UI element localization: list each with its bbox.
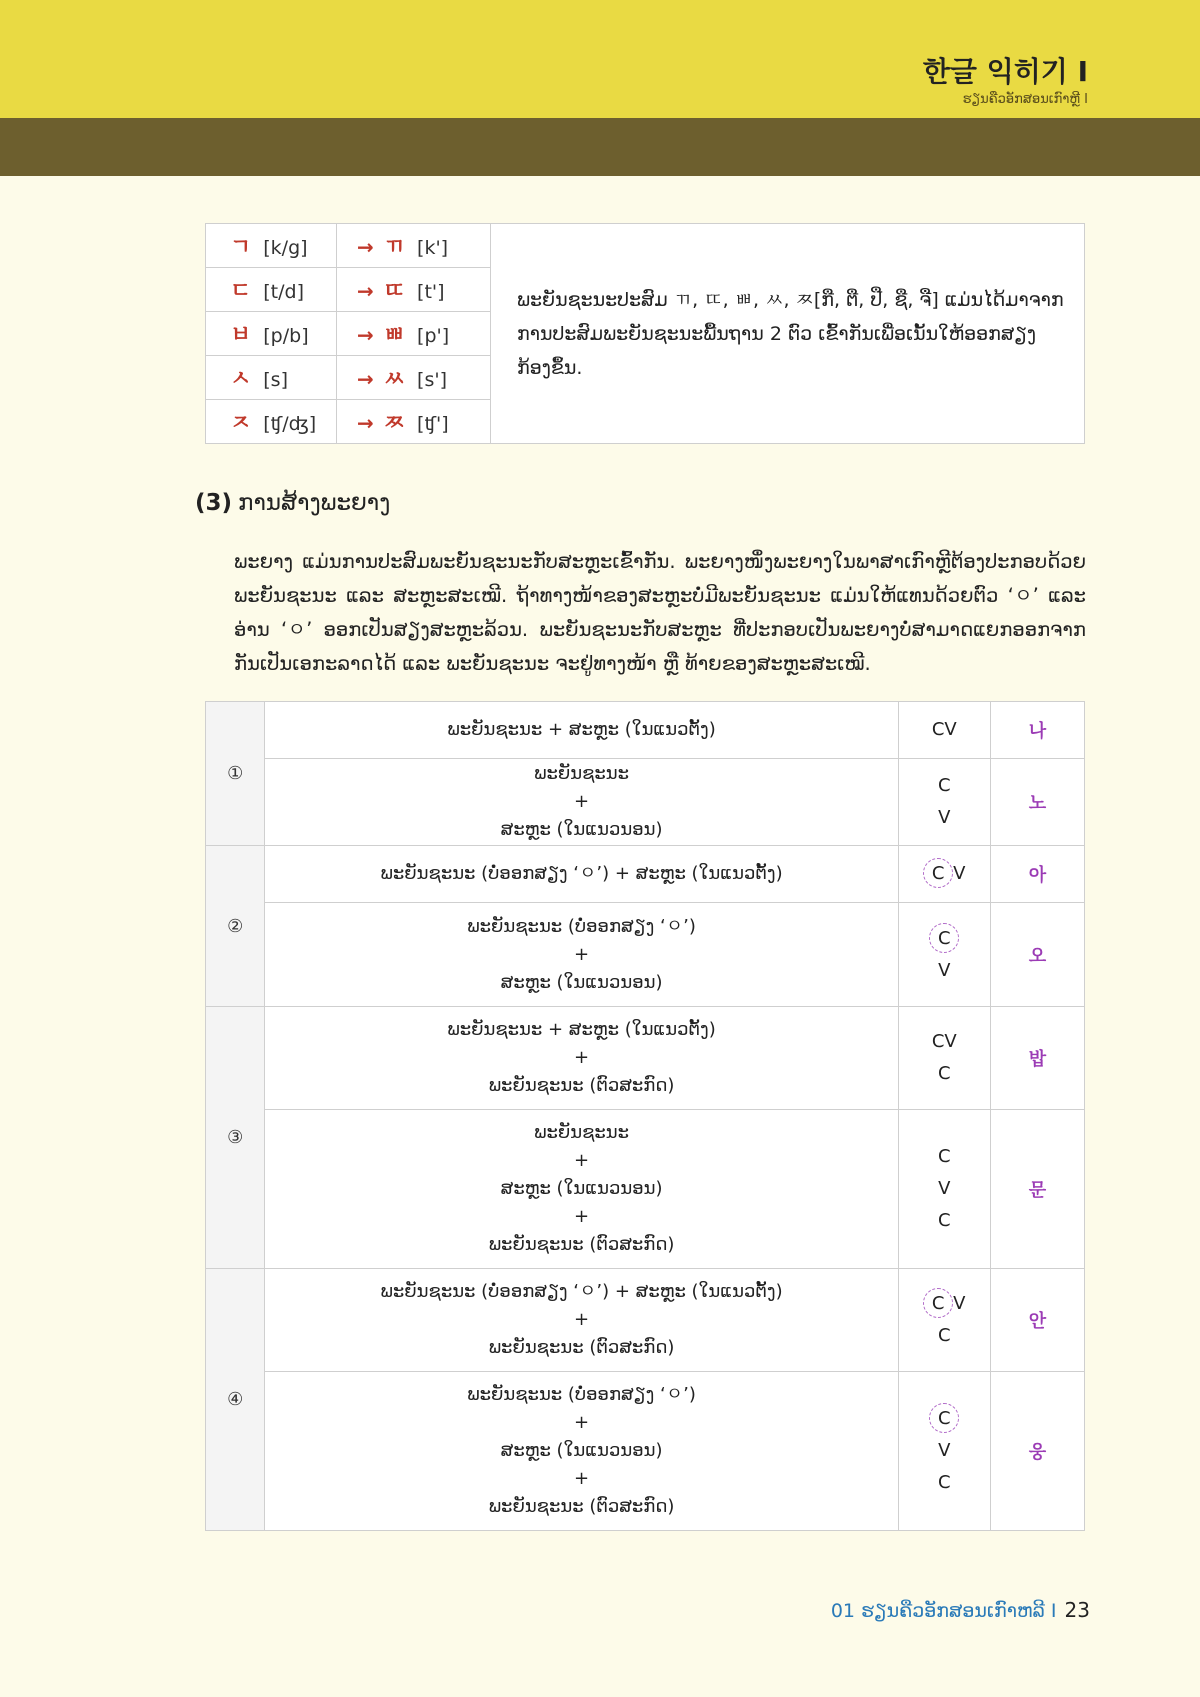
consonant-table: [205, 223, 1085, 444]
korean-example: 밥: [990, 1007, 1084, 1110]
tense-ipa: [ʧ']: [417, 413, 449, 435]
base-ipa: [p/b]: [263, 325, 309, 347]
tense-consonant: ㄸ: [383, 279, 406, 304]
tense-ipa: [t']: [417, 281, 445, 303]
korean-example: 문: [990, 1110, 1084, 1269]
table-row: [206, 1007, 1085, 1110]
group-number: ①: [206, 702, 265, 846]
section-title: ການສ້າງພະຍາງ: [238, 490, 391, 516]
tense-consonant: ㄲ: [383, 235, 406, 260]
base-consonant: ㅈ: [230, 411, 252, 436]
table-row: [206, 1269, 1085, 1372]
base-consonant: ㄱ: [230, 235, 252, 260]
page-number: 23: [1064, 1598, 1090, 1622]
pattern-cell: C V: [898, 903, 990, 1007]
structure-cell: ພະຍັນຊະນະ + ສະຫຼະ (ໃນແນວນອນ) + ພະຍັນຊະນະ (ຕົວສະກົດ): [265, 1110, 898, 1269]
korean-example: 웅: [990, 1372, 1084, 1531]
table-row: [206, 759, 1085, 846]
table-row: [206, 903, 1085, 1007]
pattern-cell: C V C: [898, 1269, 990, 1372]
base-consonant: ㄷ: [230, 279, 252, 304]
group-number: ④: [206, 1269, 265, 1531]
group-number: ②: [206, 846, 265, 1007]
structure-cell: ພະຍັນຊະນະ (ບໍ່ອອກສຽງ ‘ㅇ’) + ສະຫຼະ (ໃນແນວນອນ): [265, 903, 898, 1007]
tense-ipa: [s']: [417, 369, 447, 391]
base-consonant: ㅂ: [230, 323, 252, 348]
table-row: [206, 702, 1085, 759]
arrow-icon: →: [357, 235, 374, 259]
page-header-title: 한글 익히기 I: [922, 55, 1088, 88]
korean-example: 아: [990, 846, 1084, 903]
page-header-subtitle: ຮຽນຄືວອັກສອນເກົາຫຼີ I: [962, 92, 1088, 107]
tense-consonant: ㅆ: [383, 367, 406, 392]
korean-example: 노: [990, 759, 1084, 846]
korean-example: 오: [990, 903, 1084, 1007]
pattern-cell: C V: [898, 846, 990, 903]
structure-cell: ພະຍັນຊະນະ + ສະຫຼະ (ໃນແນວຕັ້ງ) + ພະຍັນຊະນະ (ຕົວສະກົດ): [265, 1007, 898, 1110]
pattern-cell: CV C: [898, 1007, 990, 1110]
structure-cell: ພະຍັນຊະນະ + ສະຫຼະ (ໃນແນວຕັ້ງ): [265, 702, 898, 759]
tense-ipa: [k']: [417, 237, 449, 259]
table-row: [206, 846, 1085, 903]
group-number: ③: [206, 1007, 265, 1269]
page-footer: [831, 1598, 1090, 1622]
syllable-table: [205, 701, 1085, 1531]
section-number: (3): [195, 490, 233, 516]
structure-cell: ພະຍັນຊະນະ (ບໍ່ອອກສຽງ ‘ㅇ’) + ສະຫຼະ (ໃນແນວຕັ້ງ): [265, 846, 898, 903]
table-row: [206, 1372, 1085, 1531]
base-consonant: ㅅ: [230, 367, 252, 392]
tense-consonant: ㅉ: [383, 411, 406, 436]
table-row: [206, 1110, 1085, 1269]
arrow-icon: →: [357, 367, 374, 391]
silent-consonant-marker: C: [923, 858, 953, 888]
korean-example: 나: [990, 702, 1084, 759]
silent-consonant-marker: C: [923, 1288, 953, 1318]
section-heading: [195, 490, 390, 516]
header-band: [0, 118, 1200, 176]
silent-consonant-marker: C: [929, 1403, 959, 1433]
consonant-row: [206, 224, 1085, 268]
pattern-cell: C V C: [898, 1372, 990, 1531]
base-ipa: [ʧ/ʤ]: [263, 413, 317, 435]
consonant-description: ພະຍັນຊະນະປະສົມ ㄲ, ㄸ, ㅃ, ㅆ, ㅉ[ກື, ຕື, ປື, ຊື, ຈື] ແມ່ນໄດ້ມາຈາກການປະສົມພະຍັນຊະນະພື້ນຖານ 2 ຕົວ ເຂົ້າກັນເພື່ອເນັ້ນໃຫ້ອອກສຽງກ້ອງຂຶ້ນ.: [491, 224, 1085, 444]
arrow-icon: →: [357, 323, 374, 347]
section-paragraph: ພະຍາງ ແມ່ນການປະສົມພະຍັນຊະນະກັບສະຫຼະເຂົ້າກັນ. ພະຍາງໜຶ່ງພະຍາງໃນພາສາເກົາຫຼີຕ້ອງປະກອບດ້ວຍພະຍັນຊະນະ ແລະ ສະຫຼະສະເໝີ. ຖ້າທາງໜ້າຂອງສະຫຼະບໍ່ມີພະຍັນຊະນະ ແມ່ນໃຫ້ແທນດ້ວຍຕົວ ‘ㅇ’ ແລະ ອ່ານ ‘ㅇ’ ອອກເປັນສຽງສະຫຼະລ້ວນ. ພະຍັນຊະນະກັບສະຫຼະ ທີ່ປະກອບເປັນພະຍາງບໍ່ສາມາດແຍກອອກຈາກກັນເປັນເອກະລາດໄດ້ ແລະ ພະຍັນຊະນະ ຈະຢູ່ທາງໜ້າ ຫຼື ທ້າຍຂອງສະຫຼະສະເໝີ.: [234, 550, 1086, 675]
structure-cell: ພະຍັນຊະນະ (ບໍ່ອອກສຽງ ‘ㅇ’) + ສະຫຼະ (ໃນແນວຕັ້ງ) + ພະຍັນຊະນະ (ຕົວສະກົດ): [265, 1269, 898, 1372]
pattern-cell: C V C: [898, 1110, 990, 1269]
base-ipa: [k/g]: [263, 237, 308, 259]
korean-example: 안: [990, 1269, 1084, 1372]
base-ipa: [t/d]: [263, 281, 305, 303]
base-ipa: [s]: [263, 369, 288, 391]
tense-consonant: ㅃ: [383, 323, 406, 348]
footer-chapter: 01 ຮຽນຄືວອັກສອນເກົາຫລີ I: [830, 1600, 1057, 1622]
arrow-icon: →: [357, 411, 374, 435]
tense-ipa: [p']: [417, 325, 450, 347]
pattern-cell: CV: [898, 702, 990, 759]
pattern-cell: C V: [898, 759, 990, 846]
arrow-icon: →: [357, 279, 374, 303]
structure-cell: ພະຍັນຊະນະ + ສະຫຼະ (ໃນແນວນອນ): [265, 759, 898, 846]
silent-consonant-marker: C: [929, 923, 959, 953]
structure-cell: ພະຍັນຊະນະ (ບໍ່ອອກສຽງ ‘ㅇ’) + ສະຫຼະ (ໃນແນວນອນ) + ພະຍັນຊະນະ (ຕົວສະກົດ): [265, 1372, 898, 1531]
